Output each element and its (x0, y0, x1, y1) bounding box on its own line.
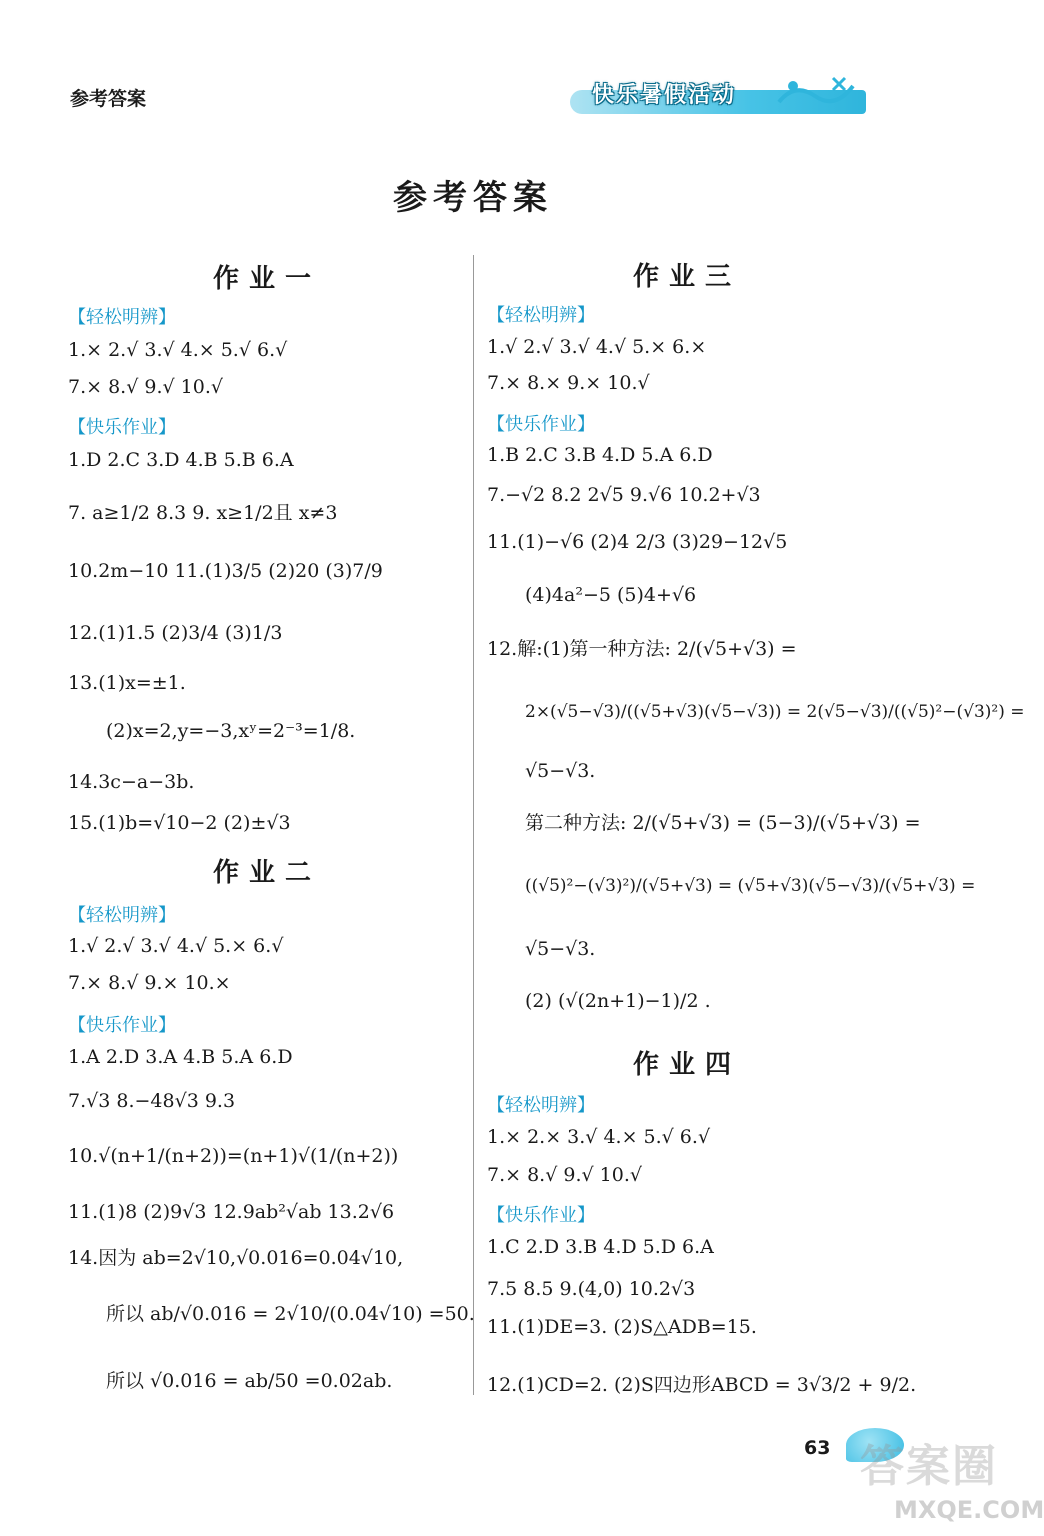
hw4-happy-line-1: 1.C 2.D 3.B 4.D 5.D 6.A (487, 1236, 714, 1258)
hw2-happy-tag: 【快乐作业】 (68, 1015, 176, 1036)
hw1-happy-tag: 【快乐作业】 (68, 417, 176, 438)
hw3-happy-tag: 【快乐作业】 (487, 414, 595, 435)
page-title: 参考答案 (393, 178, 553, 218)
hw4-happy-line-2: 7.5 8.5 9.(4,0) 10.2√3 (487, 1278, 696, 1300)
hw2-happy-line-7: 所以 √0.016 = ab/50 =0.02ab. (106, 1370, 393, 1392)
hw3-happy-line-2: 7.−√2 8.2 2√5 9.√6 10.2+√3 (487, 484, 761, 506)
hw3-happy-line-4: (4)4a²−5 (5)4+√6 (525, 584, 697, 606)
hw2-happy-line-1: 1.A 2.D 3.A 4.B 5.A 6.D (68, 1046, 293, 1068)
hw2-happy-line-5: 14.因为 ab=2√10,√0.016=0.04√10, (68, 1247, 404, 1269)
hw4-easy-line-2: 7.× 8.√ 9.√ 10.√ (487, 1164, 642, 1186)
hw2-happy-line-6: 所以 ab/√0.016 = 2√10/(0.04√10) =50. (106, 1303, 475, 1325)
hw3-easy-line-1: 1.√ 2.√ 3.√ 4.√ 5.× 6.× (487, 336, 707, 358)
hw1-happy-line-1: 1.D 2.C 3.D 4.B 5.B 6.A (68, 449, 294, 471)
watermark-logo (846, 1418, 1044, 1528)
hw1-easy-line-1: 1.× 2.√ 3.√ 4.× 5.√ 6.√ (68, 339, 288, 361)
hw4-title: 作业四 (632, 1050, 741, 1080)
hw1-easy-line-2: 7.× 8.√ 9.√ 10.√ (68, 376, 223, 398)
hw4-happy-line-4: 12.(1)CD=2. (2)S四边形ABCD = 3√3/2 + 9/2. (487, 1374, 917, 1396)
hw3-happy-line-10: √5−√3. (525, 938, 596, 960)
hw2-happy-line-4: 11.(1)8 (2)9√3 12.9ab²√ab 13.2√6 (68, 1201, 395, 1223)
hw3-happy-line-7: √5−√3. (525, 760, 596, 782)
hw1-happy-line-5: 13.(1)x=±1. (68, 672, 186, 694)
hw4-happy-line-3: 11.(1)DE=3. (2)S△ADB=15. (487, 1316, 757, 1338)
hw2-easy-line-2: 7.× 8.√ 9.× 10.× (68, 972, 231, 994)
activity-banner (570, 72, 870, 118)
hw4-happy-tag: 【快乐作业】 (487, 1205, 595, 1226)
hw4-easy-line-1: 1.× 2.× 3.√ 4.× 5.√ 6.√ (487, 1126, 711, 1148)
hw4-easy-tag: 【轻松明辨】 (487, 1095, 595, 1116)
hw2-happy-line-2: 7.√3 8.−48√3 9.3 (68, 1090, 236, 1112)
hw1-happy-line-6: (2)x=2,y=−3,xʸ=2⁻³=1/8. (106, 720, 356, 742)
hw3-happy-line-6: 2×(√5−√3)/((√5+√3)(√5−√3)) = 2(√5−√3)/((√5)²−(√3)²) = (525, 702, 1025, 722)
hw3-happy-line-3: 11.(1)−√6 (2)4 2/3 (3)29−12√5 (487, 531, 788, 553)
hw3-happy-line-9: ((√5)²−(√3)²)/(√5+√3) = (√5+√3)(√5−√3)/(√5+√3) = (525, 876, 976, 896)
watermark-text: 答案圈 (860, 1441, 998, 1492)
hw1-happy-line-3: 10.2m−10 11.(1)3/5 (2)20 (3)7/9 (68, 560, 383, 582)
hw1-title: 作业一 (212, 264, 321, 294)
watermark-domain: MXQE.COM (894, 1496, 1044, 1524)
hw3-happy-line-8: 第二种方法: 2/(√5+√3) = (5−3)/(√5+√3) = (525, 812, 921, 834)
hw3-happy-line-5: 12.解:(1)第一种方法: 2/(√5+√3) = (487, 638, 797, 660)
hw3-title: 作业三 (632, 262, 741, 292)
hw2-easy-line-1: 1.√ 2.√ 3.√ 4.√ 5.× 6.√ (68, 935, 284, 957)
hw2-title: 作业二 (212, 858, 321, 888)
hw1-happy-line-8: 15.(1)b=√10−2 (2)±√3 (68, 812, 291, 834)
hw2-easy-tag: 【轻松明辨】 (68, 905, 176, 926)
hw1-happy-line-7: 14.3c−a−3b. (68, 771, 195, 793)
page-number: 63 (804, 1437, 831, 1459)
running-header-label: 参考答案 (70, 88, 147, 110)
column-divider (473, 255, 474, 1395)
hw1-happy-line-2: 7. a≥1/2 8.3 9. x≥1/2且 x≠3 (68, 502, 338, 524)
hw2-happy-line-3: 10.√(n+1/(n+2))=(n+1)√(1/(n+2)) (68, 1145, 399, 1167)
hw3-happy-line-11: (2) (√(2n+1)−1)/2 . (525, 990, 711, 1012)
banner-wave-icon (775, 72, 865, 118)
hw3-easy-line-2: 7.× 8.× 9.× 10.√ (487, 372, 650, 394)
banner-title: 快乐暑假活动 (592, 83, 737, 108)
hw3-happy-line-1: 1.B 2.C 3.B 4.D 5.A 6.D (487, 444, 713, 466)
hw3-easy-tag: 【轻松明辨】 (487, 305, 595, 326)
hw1-easy-tag: 【轻松明辨】 (68, 307, 176, 328)
hw1-happy-line-4: 12.(1)1.5 (2)3/4 (3)1/3 (68, 622, 283, 644)
